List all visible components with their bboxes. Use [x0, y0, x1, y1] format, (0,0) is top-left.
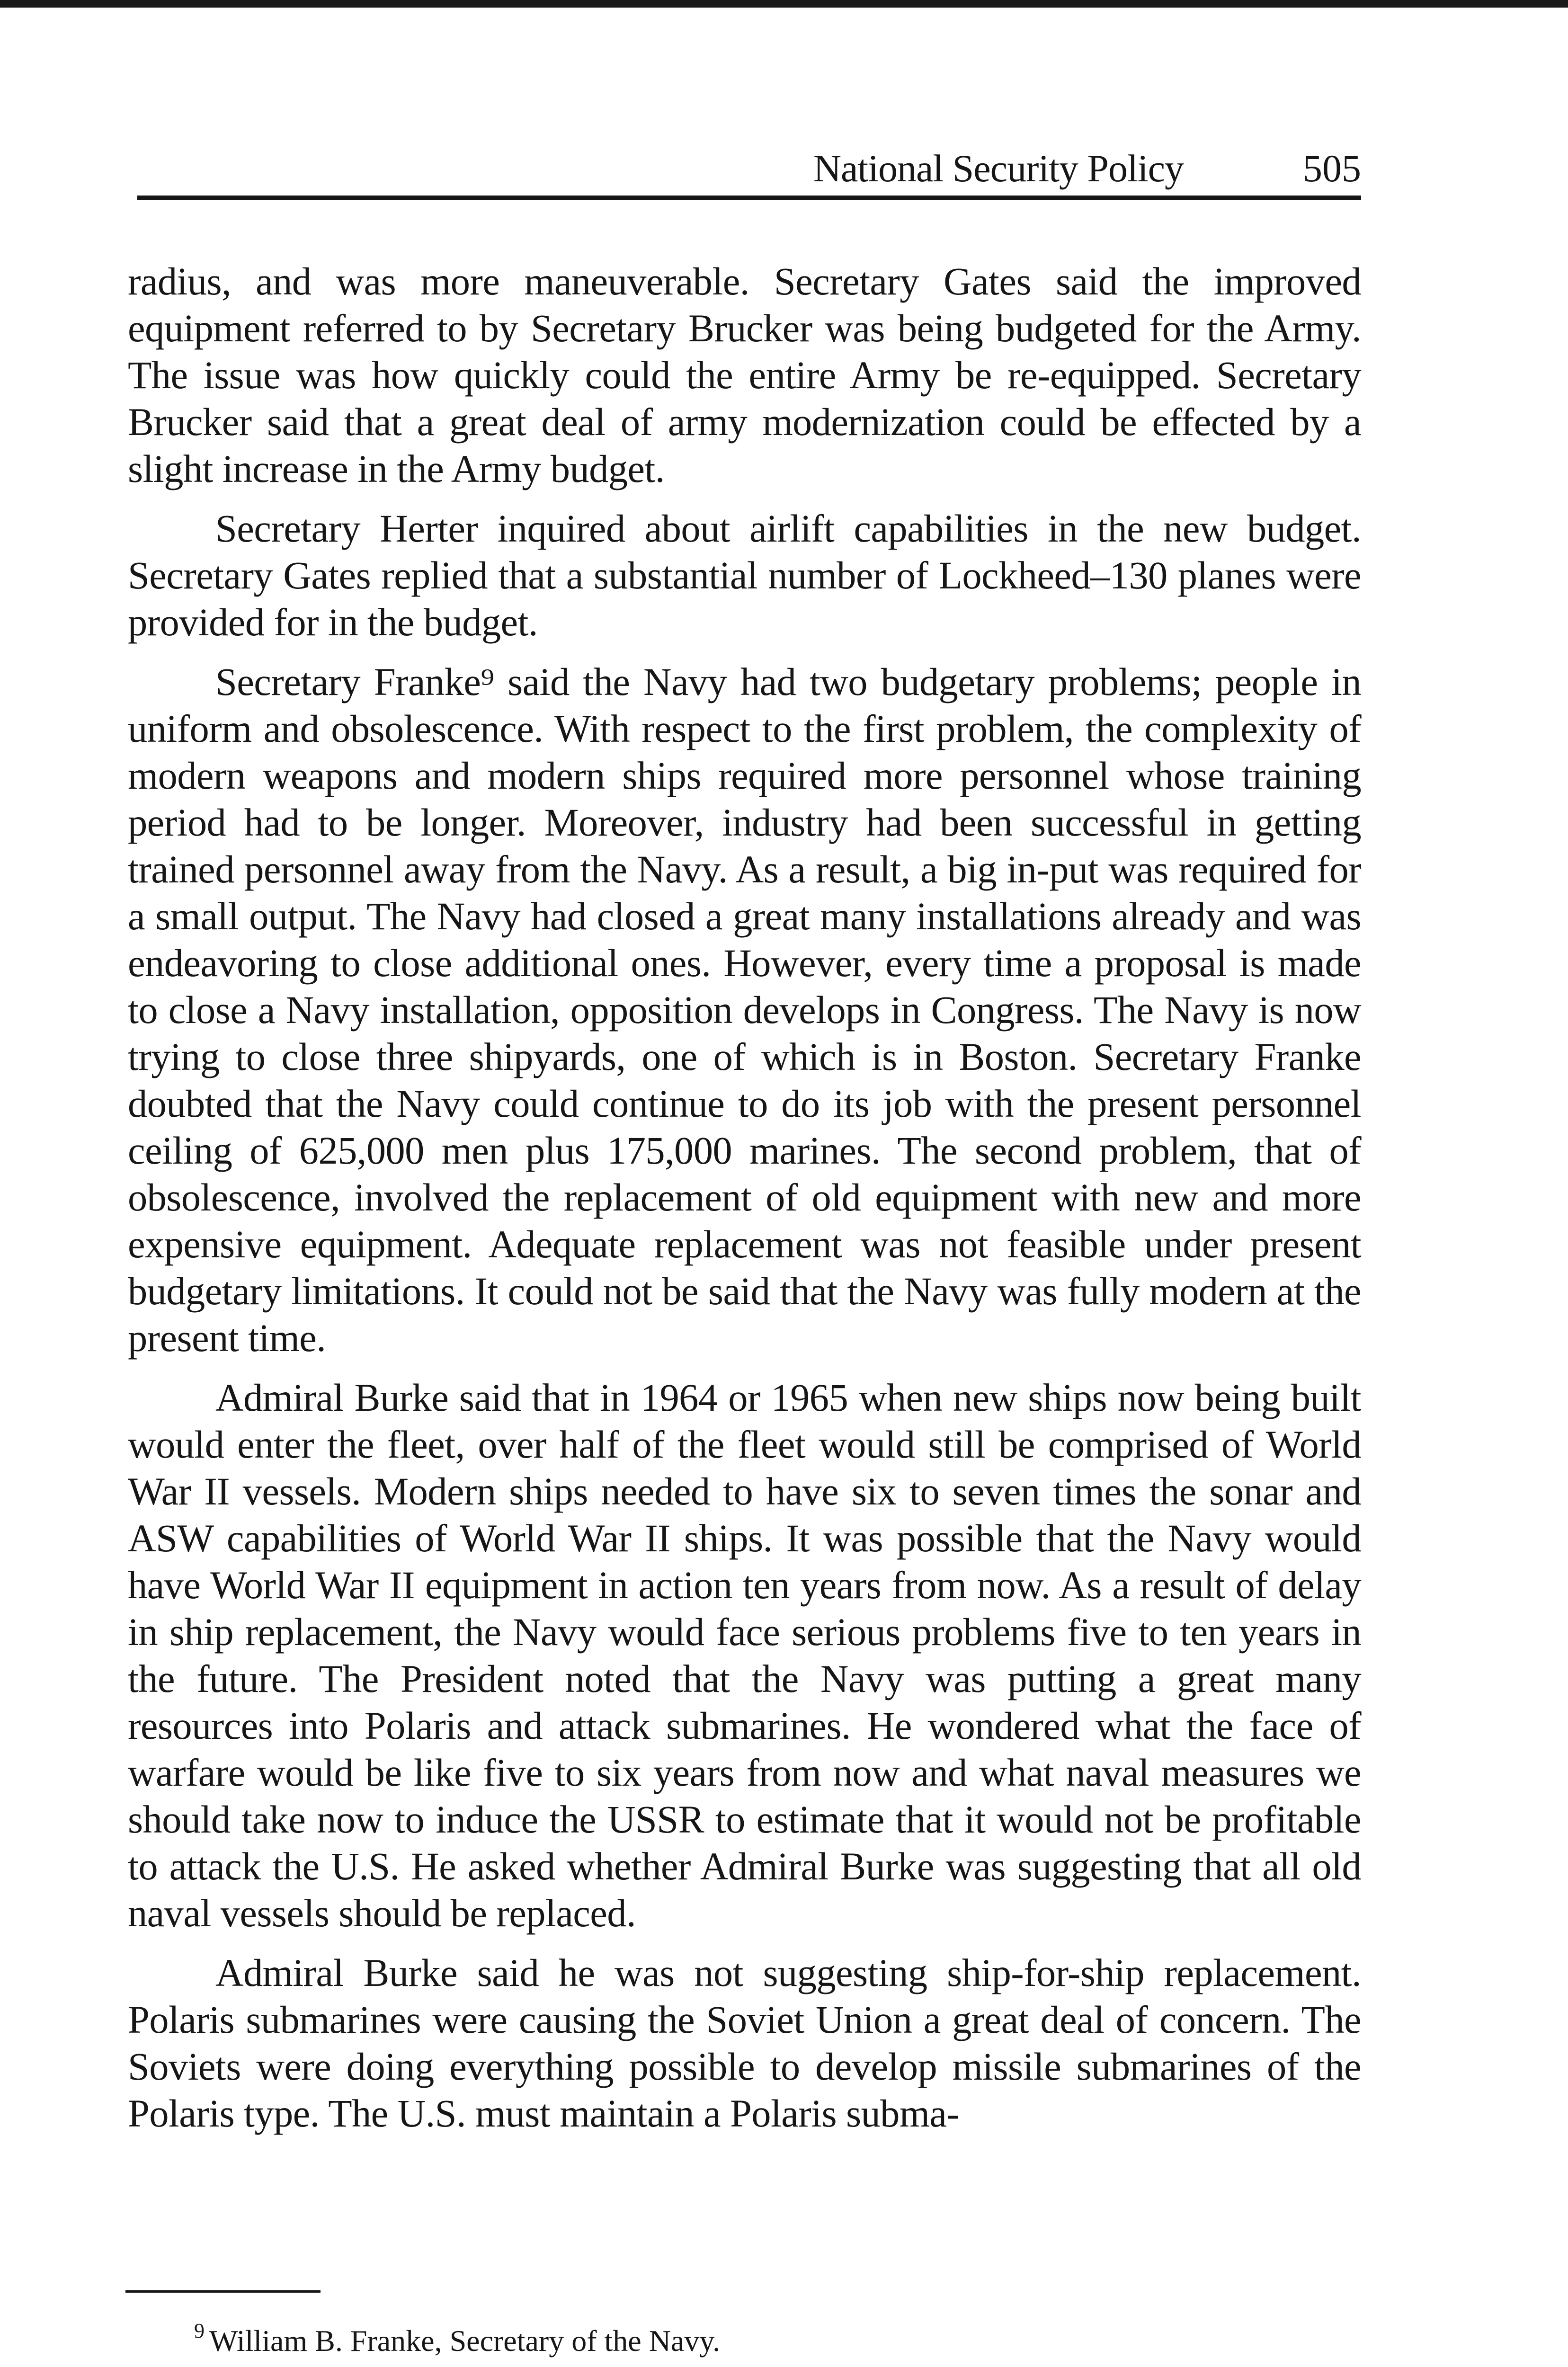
paragraph-5: Admiral Burke said he was not suggesting ship-for-ship replacement. Polaris submarines were causing the Soviet Union a great deal of concern. The Soviets were doing everything possible to develop missile submarines of the Polaris type. The U.S. must maintain a Polaris subma- — [128, 1951, 1361, 2135]
paragraph-2: Secretary Herter inquired about airlift capabilities in the new budget. Secretary Gates replied that a substantial number of Lockheed–130 planes were provided for in the budget. — [128, 507, 1361, 644]
footnote-rule — [125, 2290, 321, 2293]
running-title: National Security Policy — [813, 147, 1184, 190]
body-text — [128, 258, 1361, 2150]
scan-top-edge — [0, 0, 1568, 8]
footnote-marker: 9 — [194, 2319, 205, 2342]
paragraph-1: radius, and was more maneuverable. Secretary Gates said the improved equipment referred to by Secretary Brucker was being budgeted for the Army. The issue was how quickly could the entire Army be re-equipped. Secretary Brucker said that a great deal of army modernization could be effected by a slight increase in the Army budget. — [128, 259, 1361, 490]
page-number: 505 — [1303, 147, 1361, 190]
paragraph-4: Admiral Burke said that in 1964 or 1965 when new ships now being built would enter the fleet, over half of the fleet would still be comprised of World War II vessels. Modern ships needed to have six to seven times the sonar and ASW capabilities of World War II ships. It was possible that the Navy would have World War II equipment in action ten years from now. As a result of delay in ship replacement, the Navy would face serious problems five to ten years in the future. The President noted that the Navy was putting a great many resources into Polaris and attack submarines. He wondered what the face of warfare would be like five to six years from now and what naval measures we should take now to induce the USSR to estimate that it would not be profitable to attack the U.S. He asked whether Admiral Burke was suggesting that all old naval vessels should be replaced. — [128, 1376, 1361, 1935]
paragraph-3: Secretary Franke⁹ said the Navy had two budgetary problems; people in uniform and obsolescence. With respect to the first problem, the complexity of modern weapons and modern ships required more personnel whose training period had to be longer. Moreover, industry had been successful in getting trained personnel away from the Navy. As a result, a big in-put was required for a small output. The Navy had closed a great many installations already and was endeavoring to close additional ones. However, every time a proposal is made to close a Navy installation, opposition develops in Congress. The Navy is now trying to close three shipyards, one of which is in Boston. Secretary Franke doubted that the Navy could continue to do its job with the present personnel ceiling of 625,000 men plus 175,000 marines. The second problem, that of obsolescence, involved the replacement of old equipment with new and more expensive equipment. Adequate replacement was not feasible under present budgetary limitations. It could not be said that the Navy was fully modern at the present time. — [128, 660, 1361, 1360]
footnote — [194, 2319, 1330, 2360]
header-rule — [137, 196, 1361, 200]
running-head — [137, 142, 1361, 195]
footnote-text: William B. Franke, Secretary of the Navy. — [209, 2324, 721, 2358]
